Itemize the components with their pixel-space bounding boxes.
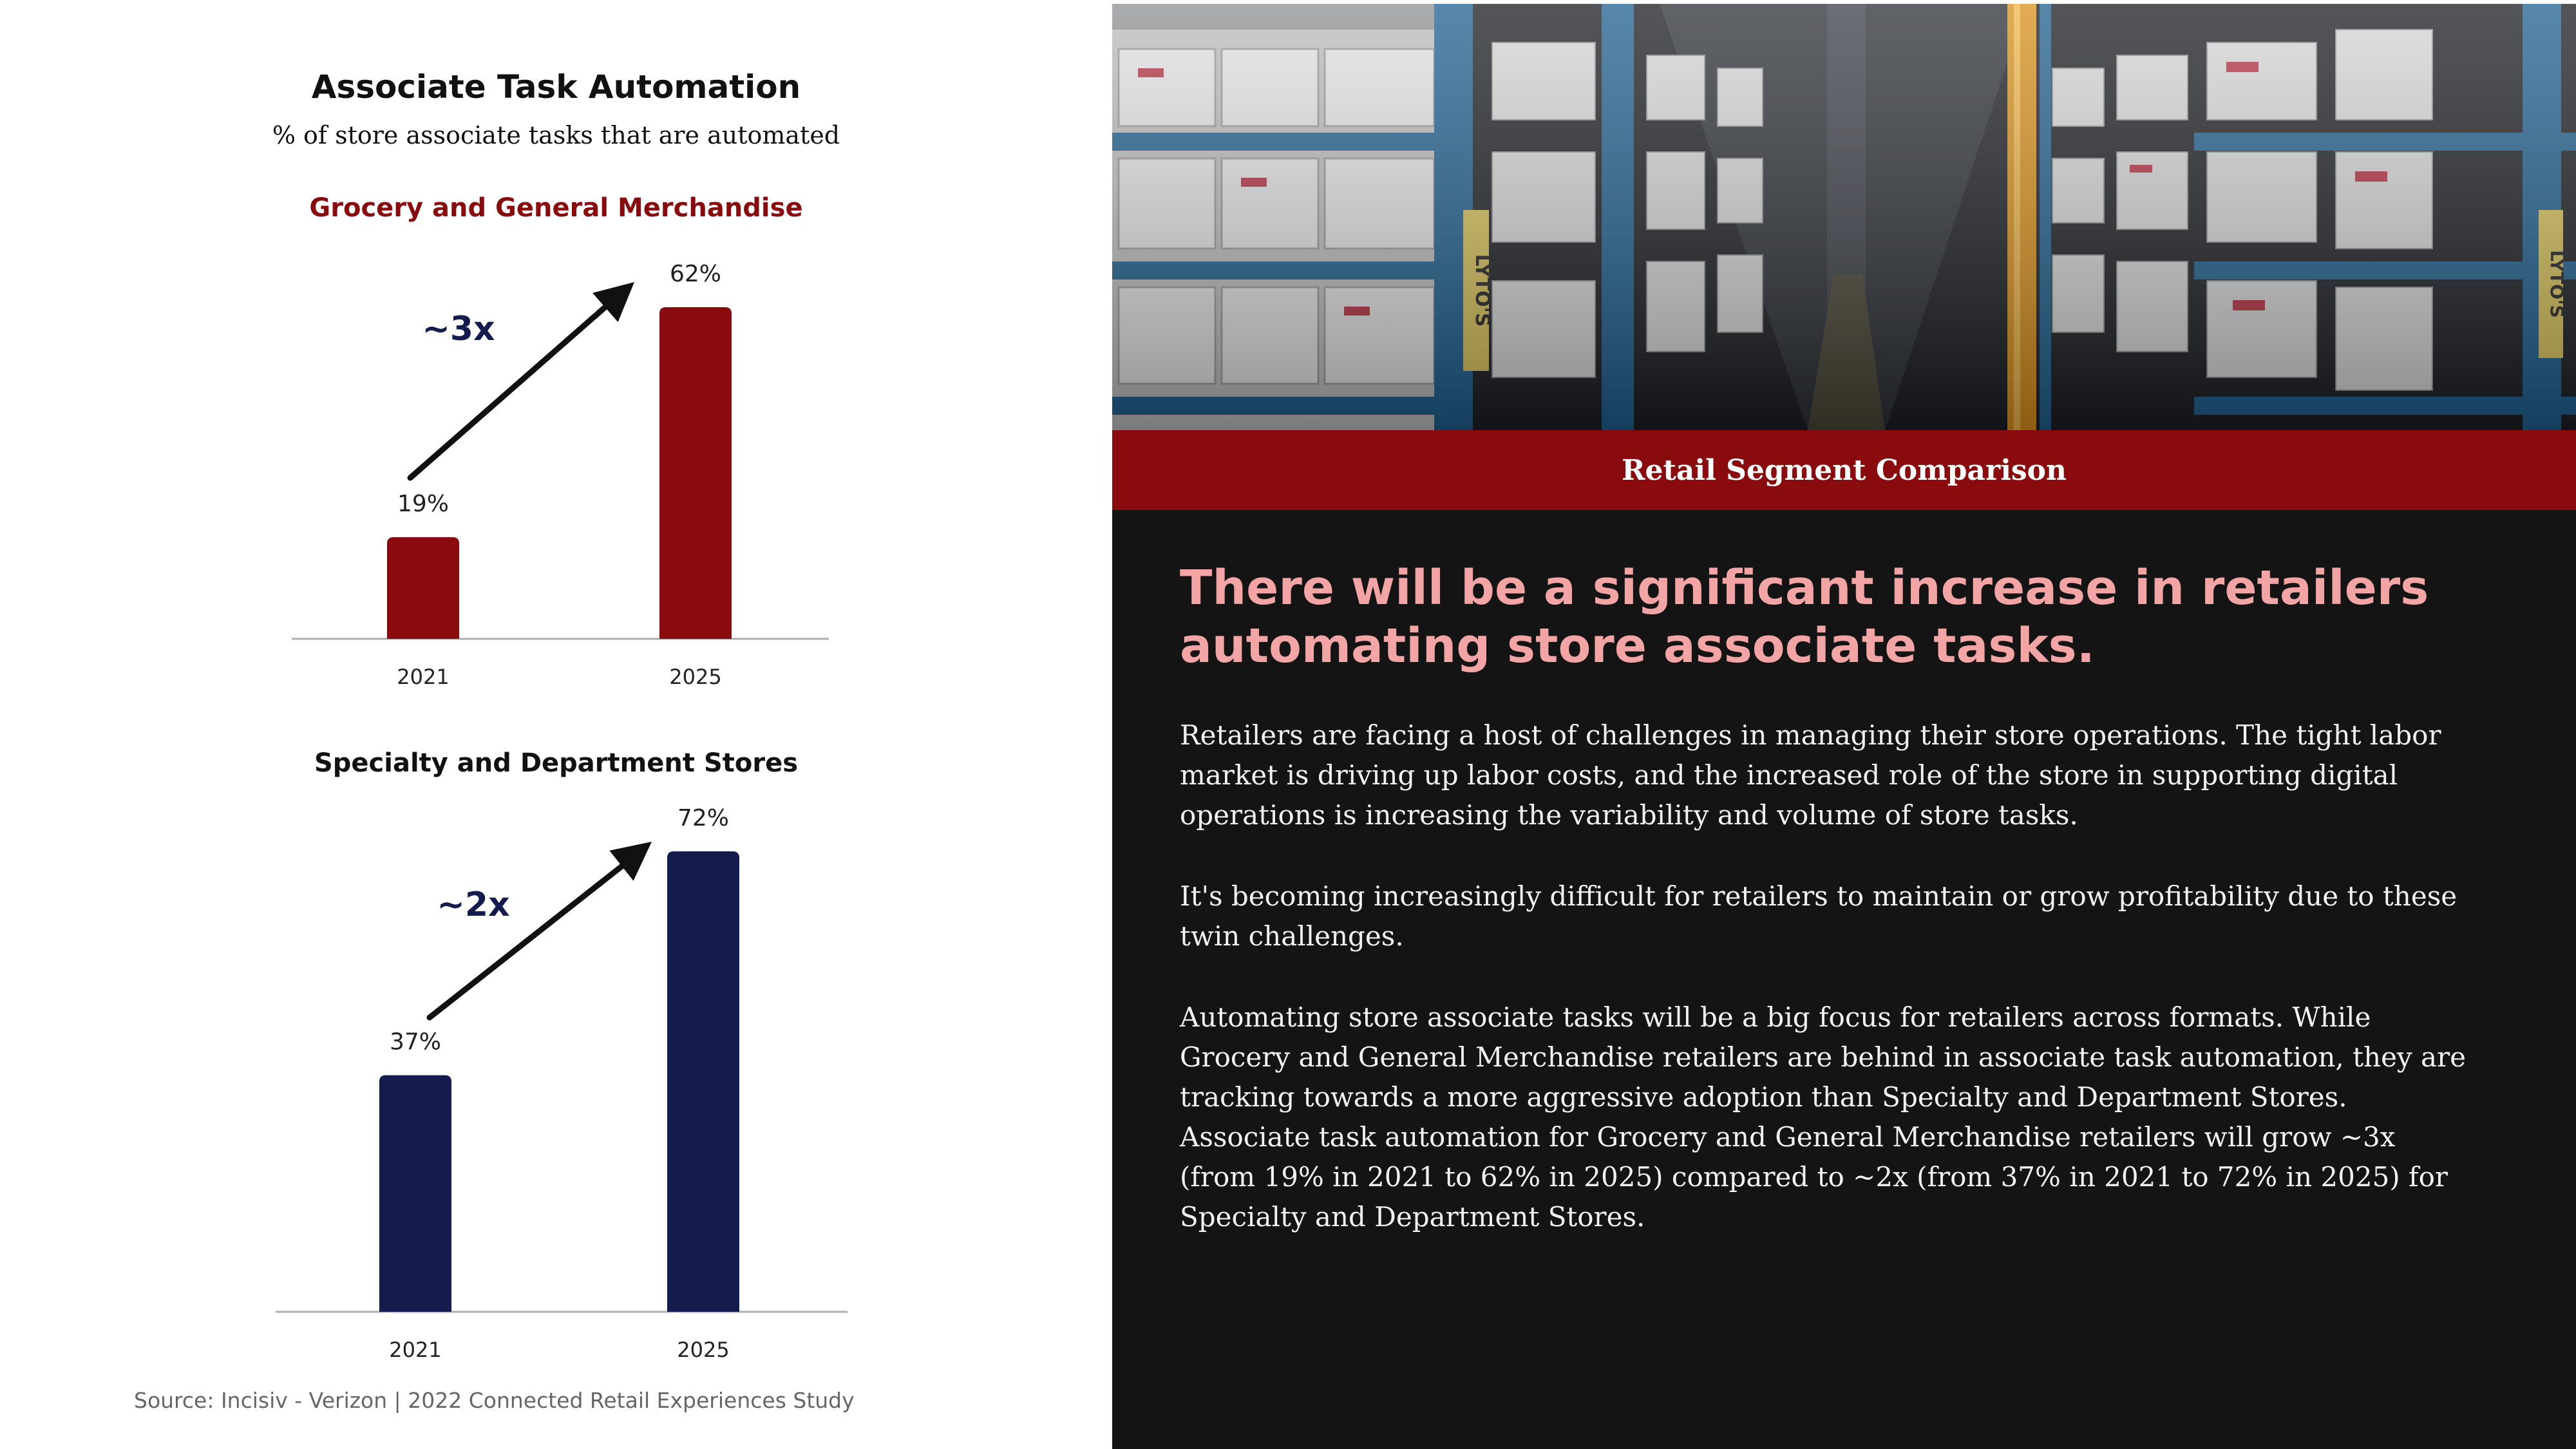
body-paragraph-3: Automating store associate tasks will be a big focus for retailers across formats. While Grocery and General Merchandise retailers are behind in associate task automation, they are tracking towards a more aggressive adoption than Specialty and Department Stores. Associate task automation for Grocery and General Merchandise retailers will grow ~3x (from 19% in 2021 to 62% in 2025) compared to ~2x (from 37% in 2021 to 72% in 2025) for Specialty and Department Stores.: [1180, 1001, 2466, 1233]
bar-2021: [379, 1075, 451, 1312]
x-tick-label-2025: 2025: [669, 665, 722, 689]
segment-title-specialty: Specialty and Department Stores: [314, 748, 799, 778]
growth-arrow-line: [430, 856, 635, 1018]
bar-2025: [667, 851, 739, 1312]
chart-subtitle: % of store associate tasks that are automated: [272, 121, 840, 149]
data-label-2021: 37%: [389, 1028, 442, 1056]
banner-label: Retail Segment Comparison: [1621, 453, 2067, 487]
growth-annotation: ~2x: [437, 886, 510, 924]
data-label-2025: 72%: [677, 805, 730, 831]
headline: There will be a significant increase in retailers automating store associate tasks.: [1180, 560, 2429, 674]
commentary-panel: [1112, 4, 2576, 1449]
data-label-2021: 19%: [397, 491, 450, 518]
source-note: Source: Incisiv - Verizon | 2022 Connected Retail Experiences Study: [134, 1388, 855, 1413]
x-tick-label-2021: 2021: [389, 1338, 442, 1362]
body-paragraph-2: It's becoming increasingly difficult for retailers to maintain or grow profitability due to these twin challenges.: [1180, 880, 2458, 952]
data-label-2025: 62%: [669, 261, 722, 287]
bar-2021: [387, 537, 459, 639]
body-paragraph-1: Retailers are facing a host of challenges in managing their store operations. The tight labor market is driving up labor costs, and the increased role of the store in supporting digital operations is increasing the variability and volume of store tasks.: [1180, 719, 2441, 831]
segment-title-grocery: Grocery and General Merchandise: [309, 193, 803, 223]
warehouse-photo: [1112, 4, 2576, 430]
chart-panel: [0, 0, 1112, 1449]
x-tick-label-2025: 2025: [677, 1338, 730, 1362]
bar-2025: [659, 307, 732, 639]
chart-title: Associate Task Automation: [311, 68, 801, 106]
bar-chart-grocery: [0, 245, 1112, 708]
growth-arrow-head: [609, 842, 652, 881]
x-tick-label-2021: 2021: [397, 665, 450, 689]
bar-chart-specialty: [0, 802, 1112, 1381]
growth-annotation: ~3x: [422, 310, 495, 348]
segment-banner: [1112, 430, 2576, 510]
